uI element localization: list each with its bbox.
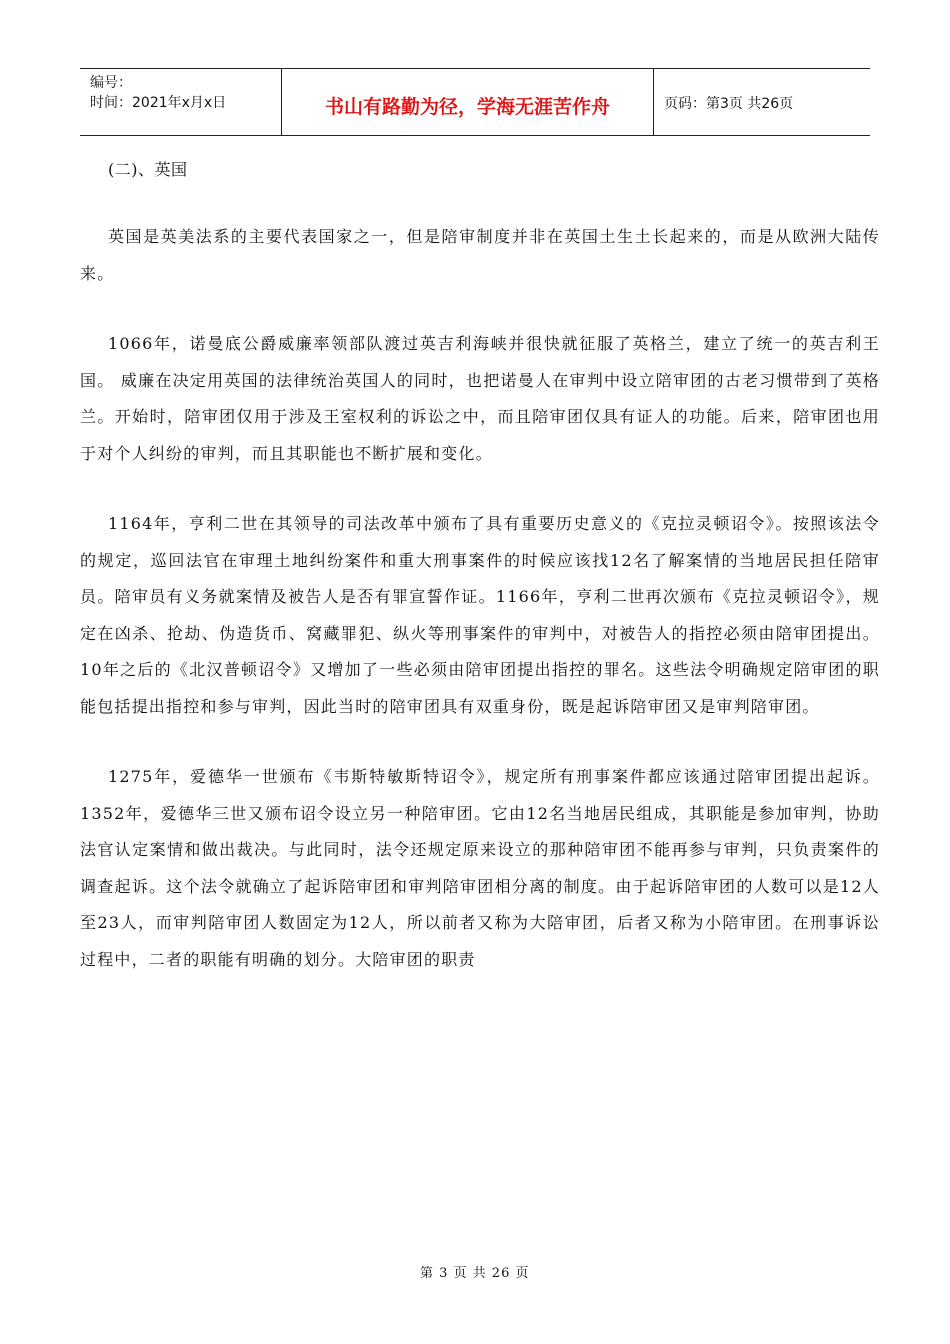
number-label: 编号： <box>90 75 132 91</box>
header-motto <box>282 69 654 135</box>
date-label: 时间：2021年x月x日 <box>90 95 227 111</box>
header-meta <box>80 69 282 135</box>
paragraph: 英国是英美法系的主要代表国家之一，但是陪审制度并非在英国土生土长起来的，而是从欧洲大陆传来。 <box>80 227 880 283</box>
paragraph: 1164年，亨利二世在其领导的司法改革中颁布了具有重要历史意义的《克拉灵顿诏令》。按照该法令的规定，巡回法官在审理土地纠纷案件和重大刑事案件的时候应该找12名了解案情的当地居民担任陪审员。陪审员有义务就案情及被告人是否有罪宣誓作证。1166年，亨利二世再次颁布《克拉灵顿诏令》，规定在凶杀、抢劫、伪造货币、窝藏罪犯、纵火等刑事案件的审判中，对被告人的指控必须由陪审团提出。10年之后的《北汉普顿诏令》又增加了一些必须由陪审团提出指控的罪名。这些法令明确规定陪审团的职能包括提出指控和参与审判，因此当时的陪审团具有双重身份，既是起诉陪审团又是审判陪审团。 <box>80 514 880 716</box>
paragraph: 1066年，诺曼底公爵威廉率领部队渡过英吉利海峡并很快就征服了英格兰，建立了统一的英吉利王国。 威廉在决定用英国的法律统治英国人的同时，也把诺曼人在审判中设立陪审团的古老习惯带到了英格兰。开始时，陪审团仅用于涉及王室权利的诉讼之中，而且陪审团仅具有证人的功能。后来，陪审团也用于对个人纠纷的审判，而且其职能也不断扩展和变化。 <box>80 334 880 463</box>
header-page-info <box>654 69 870 135</box>
section-title: (二)、英国 <box>108 160 188 179</box>
paragraph: 1275年，爱德华一世颁布《韦斯特敏斯特诏令》，规定所有刑事案件都应该通过陪审团提出起诉。1352年，爱德华三世又颁布诏令设立另一种陪审团。它由12名当地居民组成，其职能是参加审判，协助法官认定案情和做出裁决。与此同时，法令还规定原来设立的那种陪审团不能再参与审判，只负责案件的调查起诉。这个法令就确立了起诉陪审团和审判陪审团相分离的制度。由于起诉陪审团的人数可以是12人至23人，而审判陪审团人数固定为12人，所以前者又称为大陪审团，后者又称为小陪审团。在刑事诉讼过程中，二者的职能有明确的划分。大陪审团的职责 <box>80 767 880 969</box>
document-body <box>80 155 880 1012</box>
footer-page-number: 第 3 页 共 26 页 <box>420 1266 530 1281</box>
page-label: 页码：第3页 共26页 <box>664 96 794 112</box>
document-header <box>80 68 870 136</box>
page-footer <box>0 1262 950 1281</box>
motto-text: 书山有路勤为径，学海无涯苦作舟 <box>324 95 610 118</box>
